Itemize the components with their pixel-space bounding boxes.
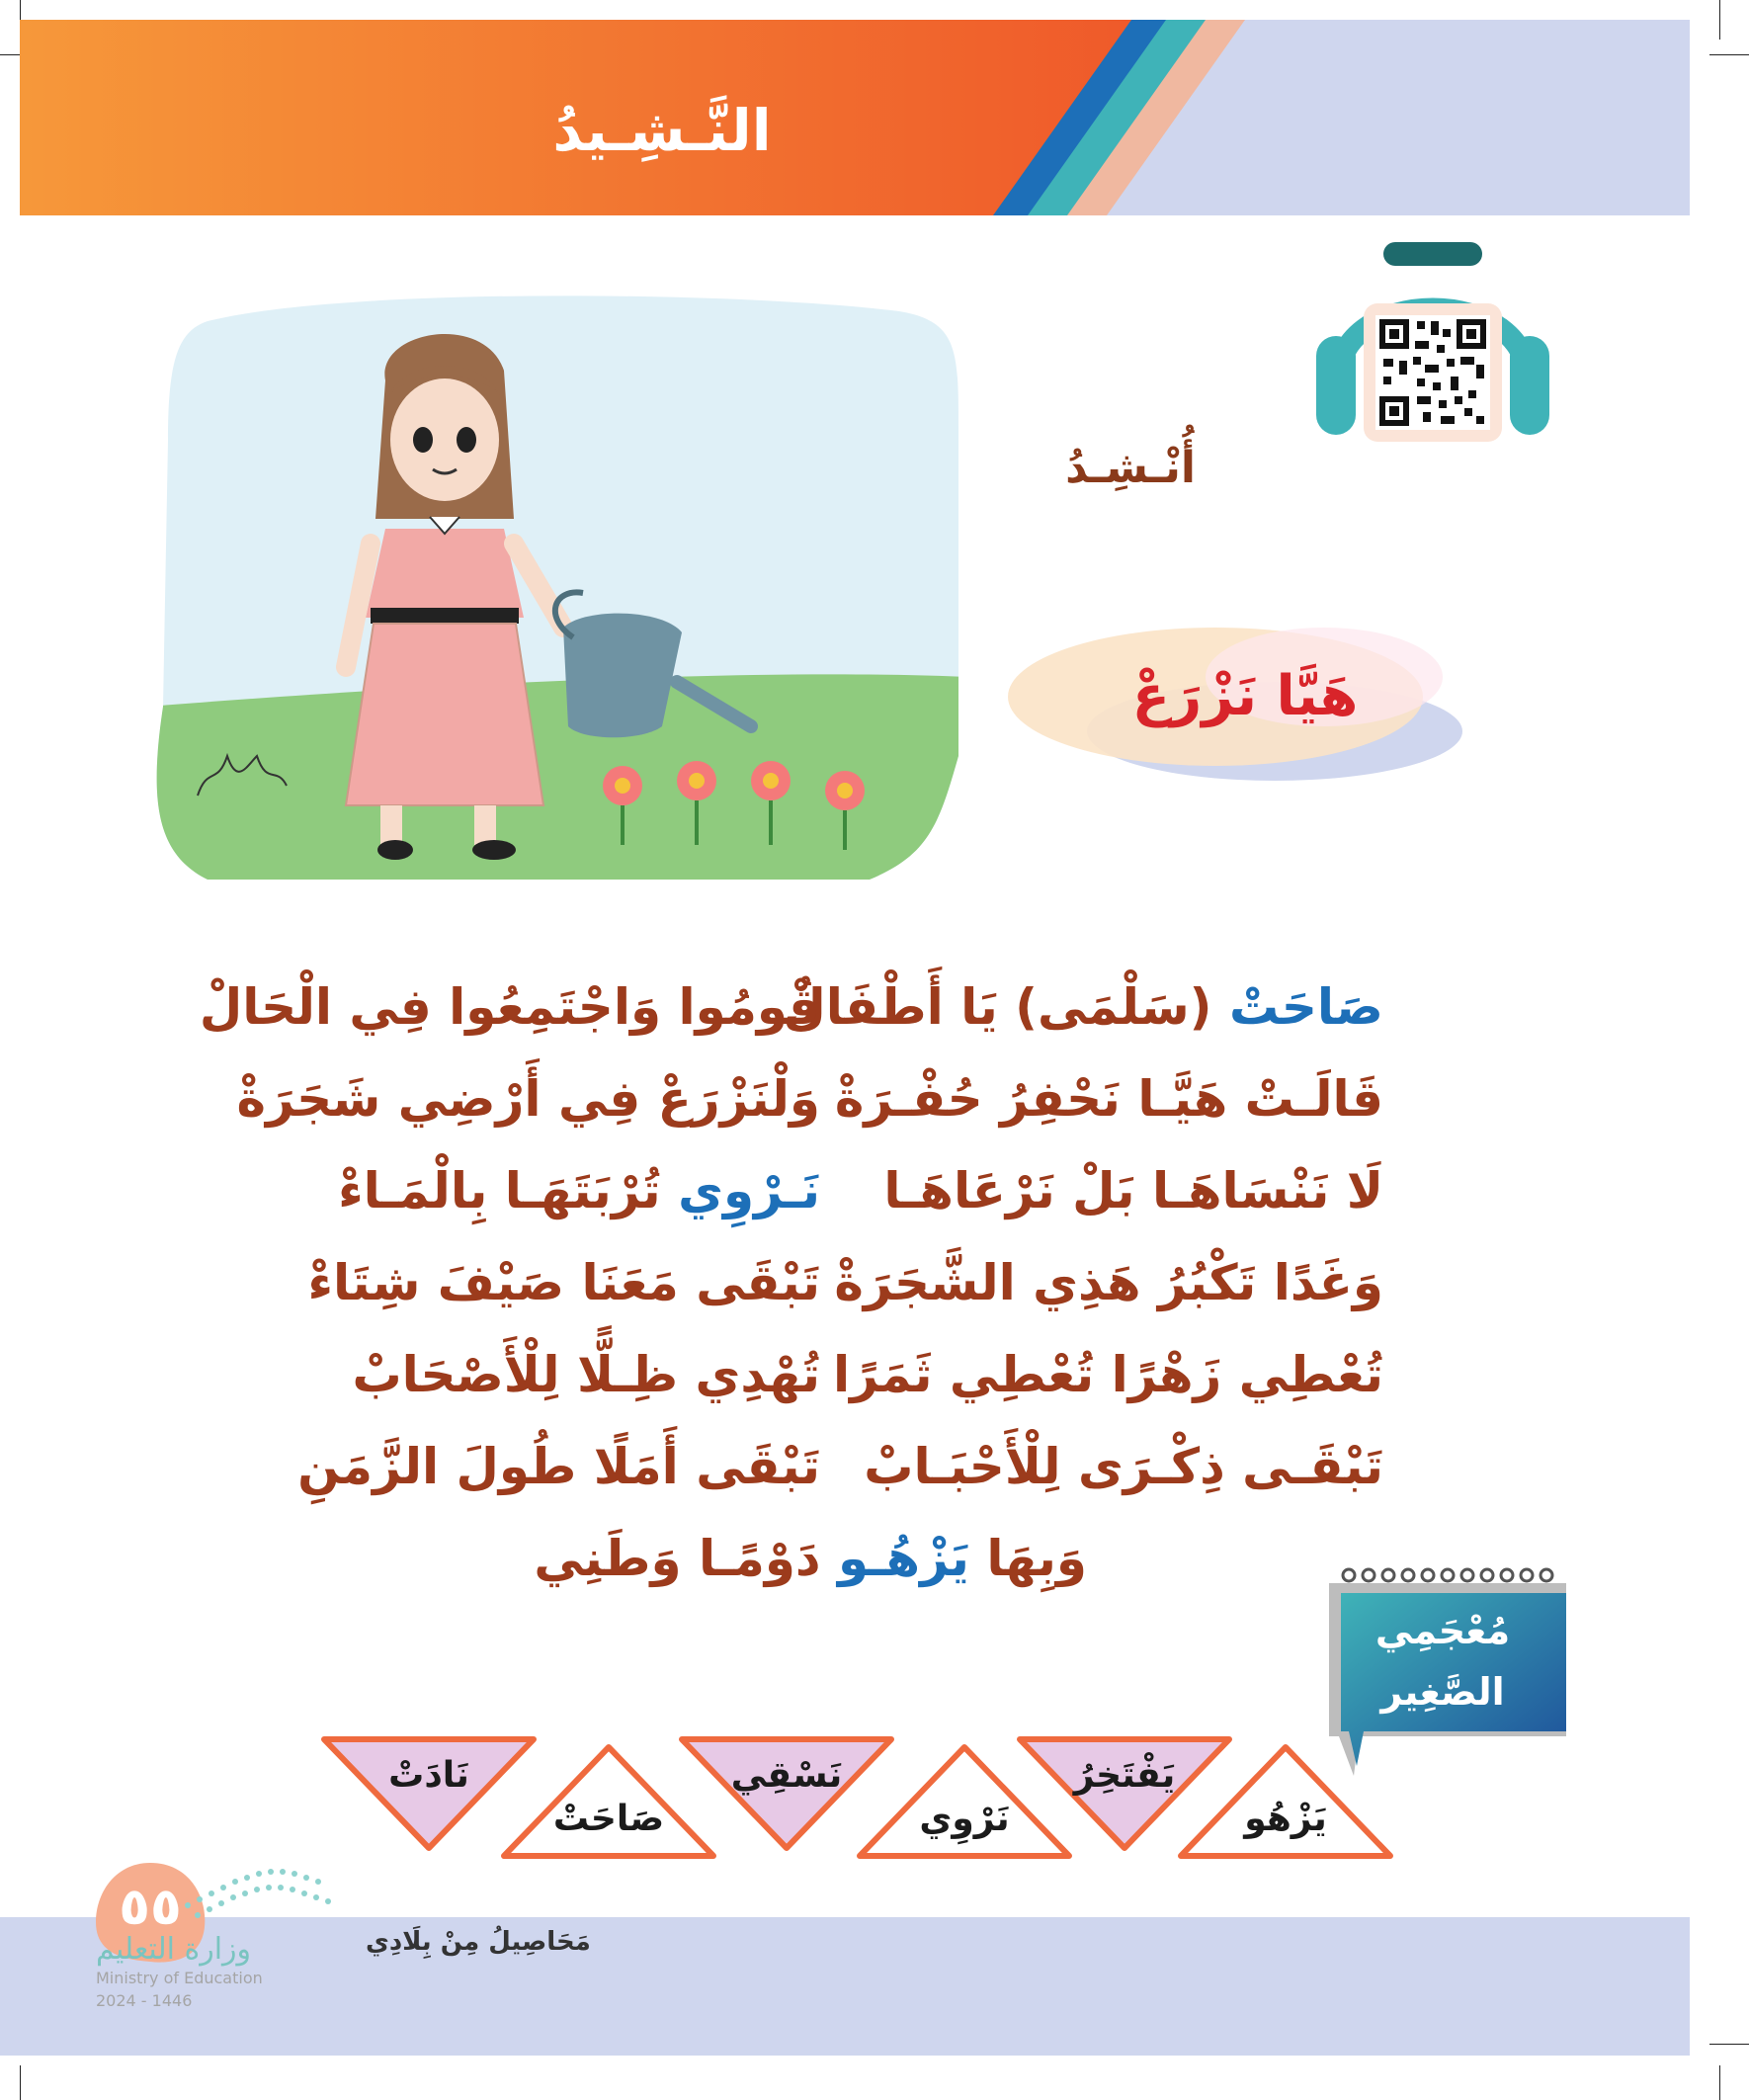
verse-1-left: قُومُوا وَاجْتَمِعُوا فِي الْحَالْ: [199, 978, 820, 1036]
word-label: نَادَتْ: [388, 1755, 469, 1796]
verse-3-right: لَا نَنْسَاهَـا بَلْ نَرْعَاهَـا: [883, 1162, 1383, 1219]
word-label: نَرْوِي: [919, 1799, 1010, 1839]
verse-4-left: تَبْقَى مَعَنَا صَيْفَ شِتَاءْ: [307, 1254, 820, 1311]
section-label: أُنْـشِـدُ: [1065, 443, 1196, 493]
audio-qr-code[interactable]: [1314, 242, 1551, 450]
verse-6-right: تَبْقَـى ذِكْـرَى لِلْأَحْبَـابْ: [864, 1438, 1383, 1495]
word-label: يَزْهُو: [1244, 1799, 1327, 1839]
dictionary-title-line-1: مُعْجَمِي: [1374, 1609, 1511, 1652]
word-tile: [314, 1731, 543, 1860]
verse-1-right: صَاحَتْ (سَلْمَى) يَا أَطْفَالْ: [783, 978, 1383, 1036]
header-banner: [20, 20, 1690, 215]
word-label: نَسْقِي: [730, 1755, 843, 1796]
verse-5-right: تُعْطِي زَهْرًا تُعْطِي ثَمَرًا: [832, 1346, 1383, 1403]
crop-mark: [1709, 54, 1749, 55]
ministry-name-english: Ministry of Education: [96, 1969, 263, 1987]
poem-title: هَيَّا نَزْرَعْ: [1131, 664, 1359, 728]
word-label: صَاحَتْ: [552, 1799, 665, 1839]
verse-3-left: نَـرْوِي تُرْبَتَهَـا بِالْمَـاءْ: [338, 1162, 820, 1219]
crop-mark: [20, 2065, 21, 2100]
page-number: ٥٥: [119, 1878, 182, 1937]
crop-mark: [1719, 0, 1720, 40]
verse-4-right: وَغَدًا تَكْبُرُ هَذِي الشَّجَرَةْ: [834, 1254, 1383, 1311]
ministry-logo-dots: [178, 1856, 356, 1925]
dictionary-title-line-2: الصَّغِير: [1380, 1670, 1505, 1714]
crop-mark: [1709, 2044, 1749, 2045]
verse-2-right: قَالَـتْ هَيَّـا نَحْفِرُ حُفْـرَةْ: [834, 1070, 1383, 1128]
verse-5-left: تُهْدِي ظِـلًّا لِلْأَصْحَابْ: [352, 1346, 820, 1403]
ministry-year: 2024 - 1446: [96, 1991, 193, 2010]
girl-watering-illustration: [148, 292, 968, 880]
verse-closing: وَبِهَا يَزْهُـو دَوْمًـا وَطَنِي: [534, 1530, 1087, 1587]
verse-6-left: تَبْقَى أَمَلًا طُولَ الزَّمَنِ: [297, 1438, 820, 1495]
crop-mark: [1719, 2065, 1720, 2100]
word-label: يَفْتَخِرُ: [1073, 1755, 1176, 1796]
ministry-name-arabic: وزارة التعليم: [96, 1932, 252, 1967]
verse-2-left: وَلْنَزْرَعْ فِي أَرْضِي شَجَرَةْ: [236, 1070, 820, 1128]
book-title: مَحَاصِيلُ مِنْ بِلَادِي: [366, 1927, 591, 1957]
page-title: النَّـشِـيدُ: [552, 97, 772, 164]
